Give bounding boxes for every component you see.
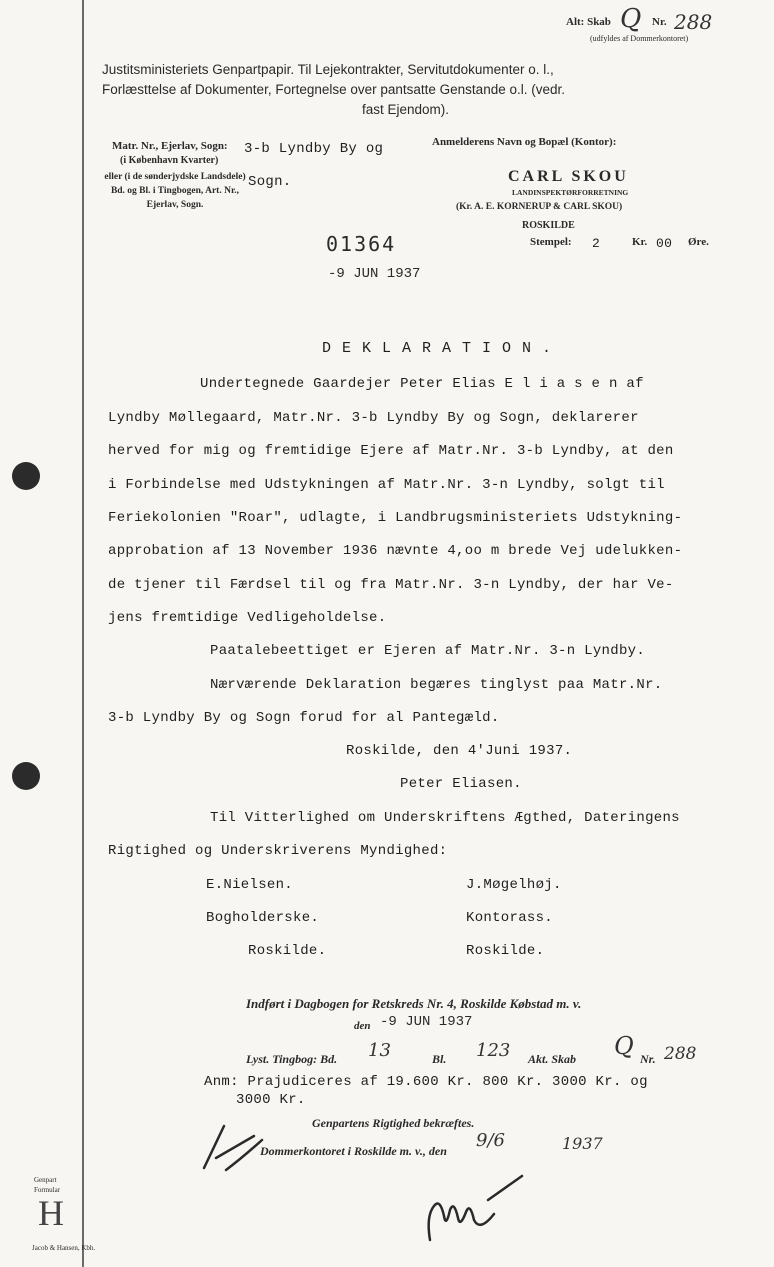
office-year: 1937: [562, 1134, 603, 1153]
tingbog-bl-value: 123: [476, 1040, 511, 1061]
kr-label: Kr.: [632, 236, 648, 248]
corner-text-1: Genpart: [34, 1176, 57, 1184]
witness-2-city: Roskilde.: [466, 943, 545, 959]
tingbog-label: eller (i de sønderjydske Landsdele) Bd. og Bl. i Tingbogen, Art. Nr., Ejerlav, Sogn.: [104, 172, 246, 210]
ore-value: 00: [656, 236, 673, 251]
witness-1-name: E.Nielsen.: [206, 877, 294, 893]
signer-name: Peter Eliasen.: [400, 776, 522, 792]
applicant-name: CARL SKOU: [508, 168, 629, 185]
registration-date: -9 JUN 1937: [380, 1014, 473, 1030]
stempel-label: Stempel:: [530, 236, 572, 248]
applicant-firm: (Kr. A. E. KORNERUP & CARL SKOU): [456, 202, 623, 212]
applicant-label: Anmelderens Navn og Bopæl (Kontor):: [432, 136, 617, 148]
matr-label: Matr. Nr., Ejerlav, Sogn:: [112, 140, 228, 152]
reference-hand: Q: [620, 4, 642, 34]
reference-nr-label: Nr.: [652, 16, 667, 28]
stamp-number: 01364: [326, 232, 397, 256]
applicant-title: LANDINSPEKTØRFORRETNING: [512, 188, 629, 197]
witness-line-1: Til Vitterlighed om Underskriftens Ægthed, Dateringens: [210, 810, 680, 826]
registration-den: den: [354, 1020, 371, 1032]
ore-label: Øre.: [688, 236, 709, 248]
printer-text: Jacob & Hansen, Kbh.: [32, 1244, 96, 1252]
sogn-value: Sogn.: [248, 174, 292, 190]
paragraph-tinglysning-2: 3-b Lyndby By og Sogn forud for al Pantegæld.: [108, 710, 500, 726]
paragraph-tinglysning-1: Nærværende Deklaration begæres tinglyst paa Matr.Nr.: [210, 677, 663, 693]
corner-text-2: Formular: [34, 1186, 61, 1194]
registration-line: Indført i Dagbogen for Retskreds Nr. 4, Roskilde Købstad m. v.: [246, 996, 582, 1011]
akt-label: Akt. Skab: [528, 1052, 577, 1066]
margin-line: [82, 0, 84, 1267]
initials-mark: [196, 1118, 276, 1178]
paragraph-paatale: Paatalebeettiget er Ejeren af Matr.Nr. 3-n Lyndby.: [210, 643, 646, 659]
akt-nr-value: 288: [664, 1044, 697, 1064]
anm-line-2: 3000 Kr.: [236, 1092, 306, 1108]
body-line: jens fremtidige Vedligeholdelse.: [108, 610, 387, 626]
stempel-kr-value: 2: [592, 236, 601, 251]
applicant-city: ROSKILDE: [522, 220, 575, 231]
body-line: Undertegnede Gaardejer Peter Elias E l i a s e n af: [200, 376, 644, 392]
tingbog-label: Lyst. Tingbog: Bd.: [246, 1052, 338, 1066]
witness-2-role: Kontorass.: [466, 910, 554, 926]
stamp-date: -9 JUN 1937: [328, 266, 421, 282]
witness-1-city: Roskilde.: [248, 943, 327, 959]
form-title-line1: Justitsministeriets Genpartpapir. Til Lejekontrakter, Servitutdokumenter o. l.,: [102, 62, 554, 77]
body-line: i Forbindelse med Udstykningen af Matr.Nr. 3-n Lyndby, solgt til: [108, 477, 665, 493]
form-title-line2: Forlæsttelse af Dokumenter, Fortegnelse over pantsatte Genstande o.l. (vedr.: [102, 82, 565, 97]
body-line: de tjener til Færdsel til og fra Matr.Nr. 3-n Lyndby, der har Ve-: [108, 577, 674, 593]
body-line: Feriekolonien "Roar", udlagte, i Landbrugsministeriets Udstykning-: [108, 510, 683, 526]
declaration-title: D E K L A R A T I O N .: [322, 340, 553, 357]
witness-1-role: Bogholderske.: [206, 910, 320, 926]
punch-hole: [12, 762, 40, 790]
anm-line-1: Anm: Prajudiceres af 19.600 Kr. 800 Kr. 3000 Kr. og: [204, 1074, 648, 1090]
office-line: Dommerkontoret i Roskilde m. v., den: [260, 1144, 447, 1158]
punch-hole: [12, 462, 40, 490]
tingbog-bd-value: 13: [368, 1040, 391, 1061]
reference-sub: (udfyldes af Dommerkontoret): [590, 34, 689, 43]
akt-value: Q: [614, 1032, 634, 1060]
signature: [400, 1170, 530, 1250]
office-date: 9/6: [476, 1130, 505, 1151]
witness-line-2: Rigtighed og Underskriverens Myndighed:: [108, 843, 448, 859]
witness-2-name: J.Møgelhøj.: [466, 877, 562, 893]
form-letter: H: [38, 1193, 64, 1233]
body-line: Lyndby Møllegaard, Matr.Nr. 3-b Lyndby By og Sogn, deklarerer: [108, 410, 639, 426]
matr-value: 3-b Lyndby By og: [244, 141, 384, 157]
tingbog-bl-label: Bl.: [432, 1052, 447, 1066]
certification-text: Genpartens Rigtighed bekræftes.: [312, 1116, 475, 1130]
place-date: Roskilde, den 4'Juni 1937.: [346, 743, 573, 759]
reference-nr-value: 288: [674, 10, 713, 34]
body-line: herved for mig og fremtidige Ejere af Matr.Nr. 3-b Lyndby, at den: [108, 443, 674, 459]
body-line: approbation af 13 November 1936 nævnte 4,oo m brede Vej udelukken-: [108, 543, 683, 559]
reference-label: Alt: Skab: [566, 16, 611, 28]
akt-nr-label: Nr.: [640, 1052, 656, 1066]
form-title-line3: fast Ejendom).: [362, 102, 450, 117]
kvarter-label: (i København Kvarter): [120, 155, 219, 166]
